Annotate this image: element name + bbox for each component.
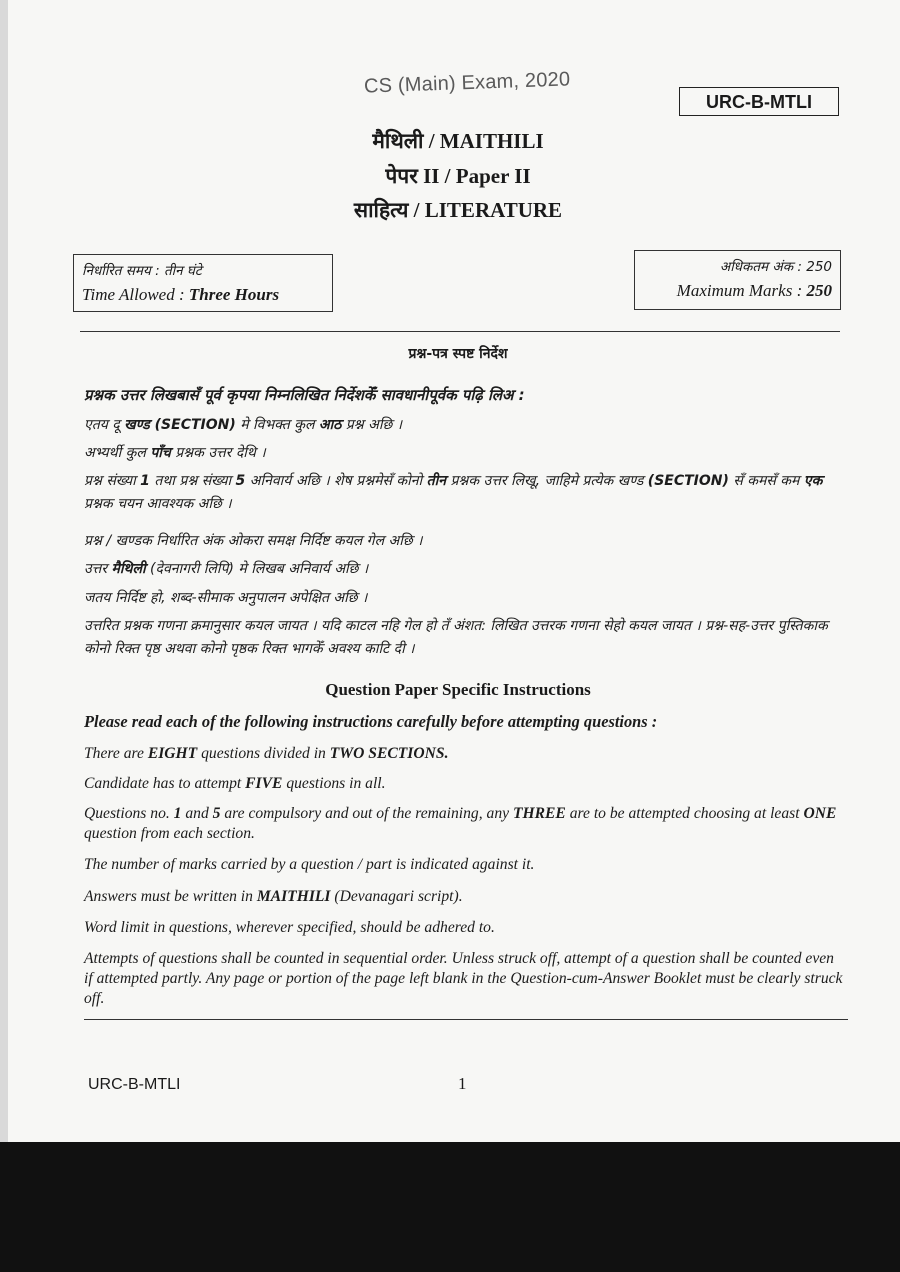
text-run: उत्तरित प्रश्नक गणना क्रमानुसार कयल जायत । यदि काटल नहि गेल हो तँ अंशत: लिखित उत्तरक गणना सेहो कयल जायत । प्रश्न-सह-उत्तर पुस्तिकाक कोनो रिक्त पृष्ठ अथवा कोनो पृष्ठक रिक्त भागकेँ अवश्य काटि दी । (84, 618, 828, 657)
page-number: 1 (458, 1074, 467, 1093)
maximum-marks-box (634, 250, 841, 310)
time-allowed-label: Time Allowed : (82, 285, 185, 304)
hindi-instruction-item (84, 530, 844, 553)
text-run-bold: पाँच (150, 445, 171, 461)
text-run: अभ्यर्थी कुल (84, 445, 151, 461)
english-instructions-lead: Please read each of the following instructions carefully before attempting questions : (84, 712, 658, 731)
hindi-instruction-item (84, 587, 844, 610)
section-title: साहित्य / LITERATURE (353, 198, 563, 222)
text-run: प्रश्न / खण्डक निर्धारित अंक ओकरा समक्ष निर्दिष्ट कयल गेल अछि । (84, 533, 423, 549)
text-run: Candidate has to attempt (84, 775, 246, 792)
text-run: question from each section. (84, 825, 255, 842)
english-instruction-item (84, 887, 846, 907)
time-allowed-box (73, 254, 333, 312)
text-run: तथा प्रश्न संख्या (149, 473, 236, 489)
text-run-bold: आठ (318, 417, 342, 433)
text-run-bold: मैथिली (111, 561, 146, 577)
bottom-divider (84, 1019, 848, 1020)
english-instruction-item (84, 744, 846, 764)
footer-paper-code: URC-B-MTLI (88, 1076, 181, 1093)
text-run-bold: ONE (803, 805, 837, 822)
text-run: The number of marks carried by a question / part is indicated against it. (84, 856, 535, 873)
maximum-marks-english (643, 279, 832, 303)
text-run-bold: 5 (235, 473, 246, 489)
text-run: प्रश्नक उत्तर देथि । (170, 445, 266, 461)
text-run: questions divided in (197, 745, 330, 762)
top-divider (80, 331, 840, 332)
text-run: एतय दू (84, 417, 125, 433)
text-run: सँ कमसँ कम (728, 473, 804, 489)
english-instruction-item (84, 855, 846, 875)
text-run-bold: 5 (212, 805, 221, 822)
paper-code-box: URC-B-MTLI (679, 87, 839, 116)
english-instruction-item (84, 804, 846, 844)
hindi-instruction-item (84, 414, 844, 437)
text-run: अनिवार्य अछि । शेष प्रश्नमेसँ कोनो (245, 473, 427, 489)
subject-title: मैथिली / MAITHILI (372, 129, 544, 153)
maximum-marks-label: Maximum Marks : (676, 281, 803, 300)
text-run: (Devanagari script). (330, 888, 463, 905)
paper-title: पेपर II / Paper II (385, 164, 531, 188)
english-instruction-item (84, 918, 846, 938)
maximum-marks-hindi: अधिकतम अंक : 250 (719, 259, 832, 275)
text-run-bold: एक (803, 473, 823, 489)
text-run-bold: (SECTION) (647, 473, 729, 489)
text-run-bold: TWO SECTIONS. (329, 745, 449, 762)
english-instruction-item (84, 774, 846, 794)
text-run: मे विभक्त कुल (235, 417, 319, 433)
text-run-bold: खण्ड (SECTION) (124, 417, 236, 433)
text-run: Word limit in questions, wherever specified, should be adhered to. (84, 919, 495, 936)
maximum-marks-value: 250 (806, 281, 832, 300)
text-run-bold: FIVE (245, 775, 283, 792)
time-allowed-hindi: निर्धारित समय : तीन घंटे (82, 263, 202, 279)
text-run: There are (84, 745, 148, 762)
text-run: प्रश्नक चयन आवश्यक अछि । (84, 496, 232, 512)
text-run: (देवनागरी लिपि) मे लिखब अनिवार्य अछि । (145, 561, 369, 577)
text-run: are compulsory and out of the remaining, any (220, 805, 513, 822)
exam-name: CS (Main) Exam, 2020 (363, 68, 571, 98)
text-run: उत्तर (84, 561, 112, 577)
text-run-bold: 1 (173, 805, 182, 822)
text-run: Attempts of questions shall be counted in sequential order. Unless struck off, attempt of a question shall be counted even if attempted partly. Any page or portion of the page left blank in the Question-cum-Answer Booklet must be clearly struck off. (84, 950, 843, 1007)
text-run: Questions no. (84, 805, 174, 822)
hindi-instruction-item (84, 442, 844, 465)
hindi-instruction-item (84, 558, 844, 581)
text-run: प्रश्नक उत्तर लिखू, जाहिमे प्रत्येक खण्ड (446, 473, 648, 489)
hindi-instructions-lead: प्रश्नक उत्तर लिखबासँ पूर्व कृपया निम्नलिखित निर्देशकेँ सावधानीपूर्वक पढ़ि लिअ : (84, 386, 525, 404)
text-run: questions in all. (282, 775, 386, 792)
hindi-instruction-item (84, 615, 844, 661)
text-run-bold: EIGHT (147, 745, 198, 762)
text-run: Answers must be written in (84, 888, 257, 905)
english-instructions-heading: Question Paper Specific Instructions (325, 680, 591, 699)
hindi-instruction-item (84, 470, 844, 516)
text-run: प्रश्न अछि । (341, 417, 403, 433)
time-allowed-value: Three Hours (188, 285, 280, 304)
time-allowed-english (82, 283, 324, 307)
text-run: and (181, 805, 213, 822)
english-instruction-item (84, 949, 846, 1009)
text-run-bold: तीन (426, 473, 446, 489)
hindi-instructions-heading: प्रश्न-पत्र स्पष्ट निर्देश (408, 346, 508, 362)
text-run-bold: THREE (512, 805, 566, 822)
text-run-bold: MAITHILI (256, 888, 331, 905)
text-run-bold: 1 (140, 473, 150, 489)
text-run: are to be attempted choosing at least (565, 805, 804, 822)
text-run: जतय निर्दिष्ट हो, शब्द-सीमाक अनुपालन अपेक्षित अछि । (84, 590, 368, 606)
text-run: प्रश्न संख्या (84, 473, 141, 489)
